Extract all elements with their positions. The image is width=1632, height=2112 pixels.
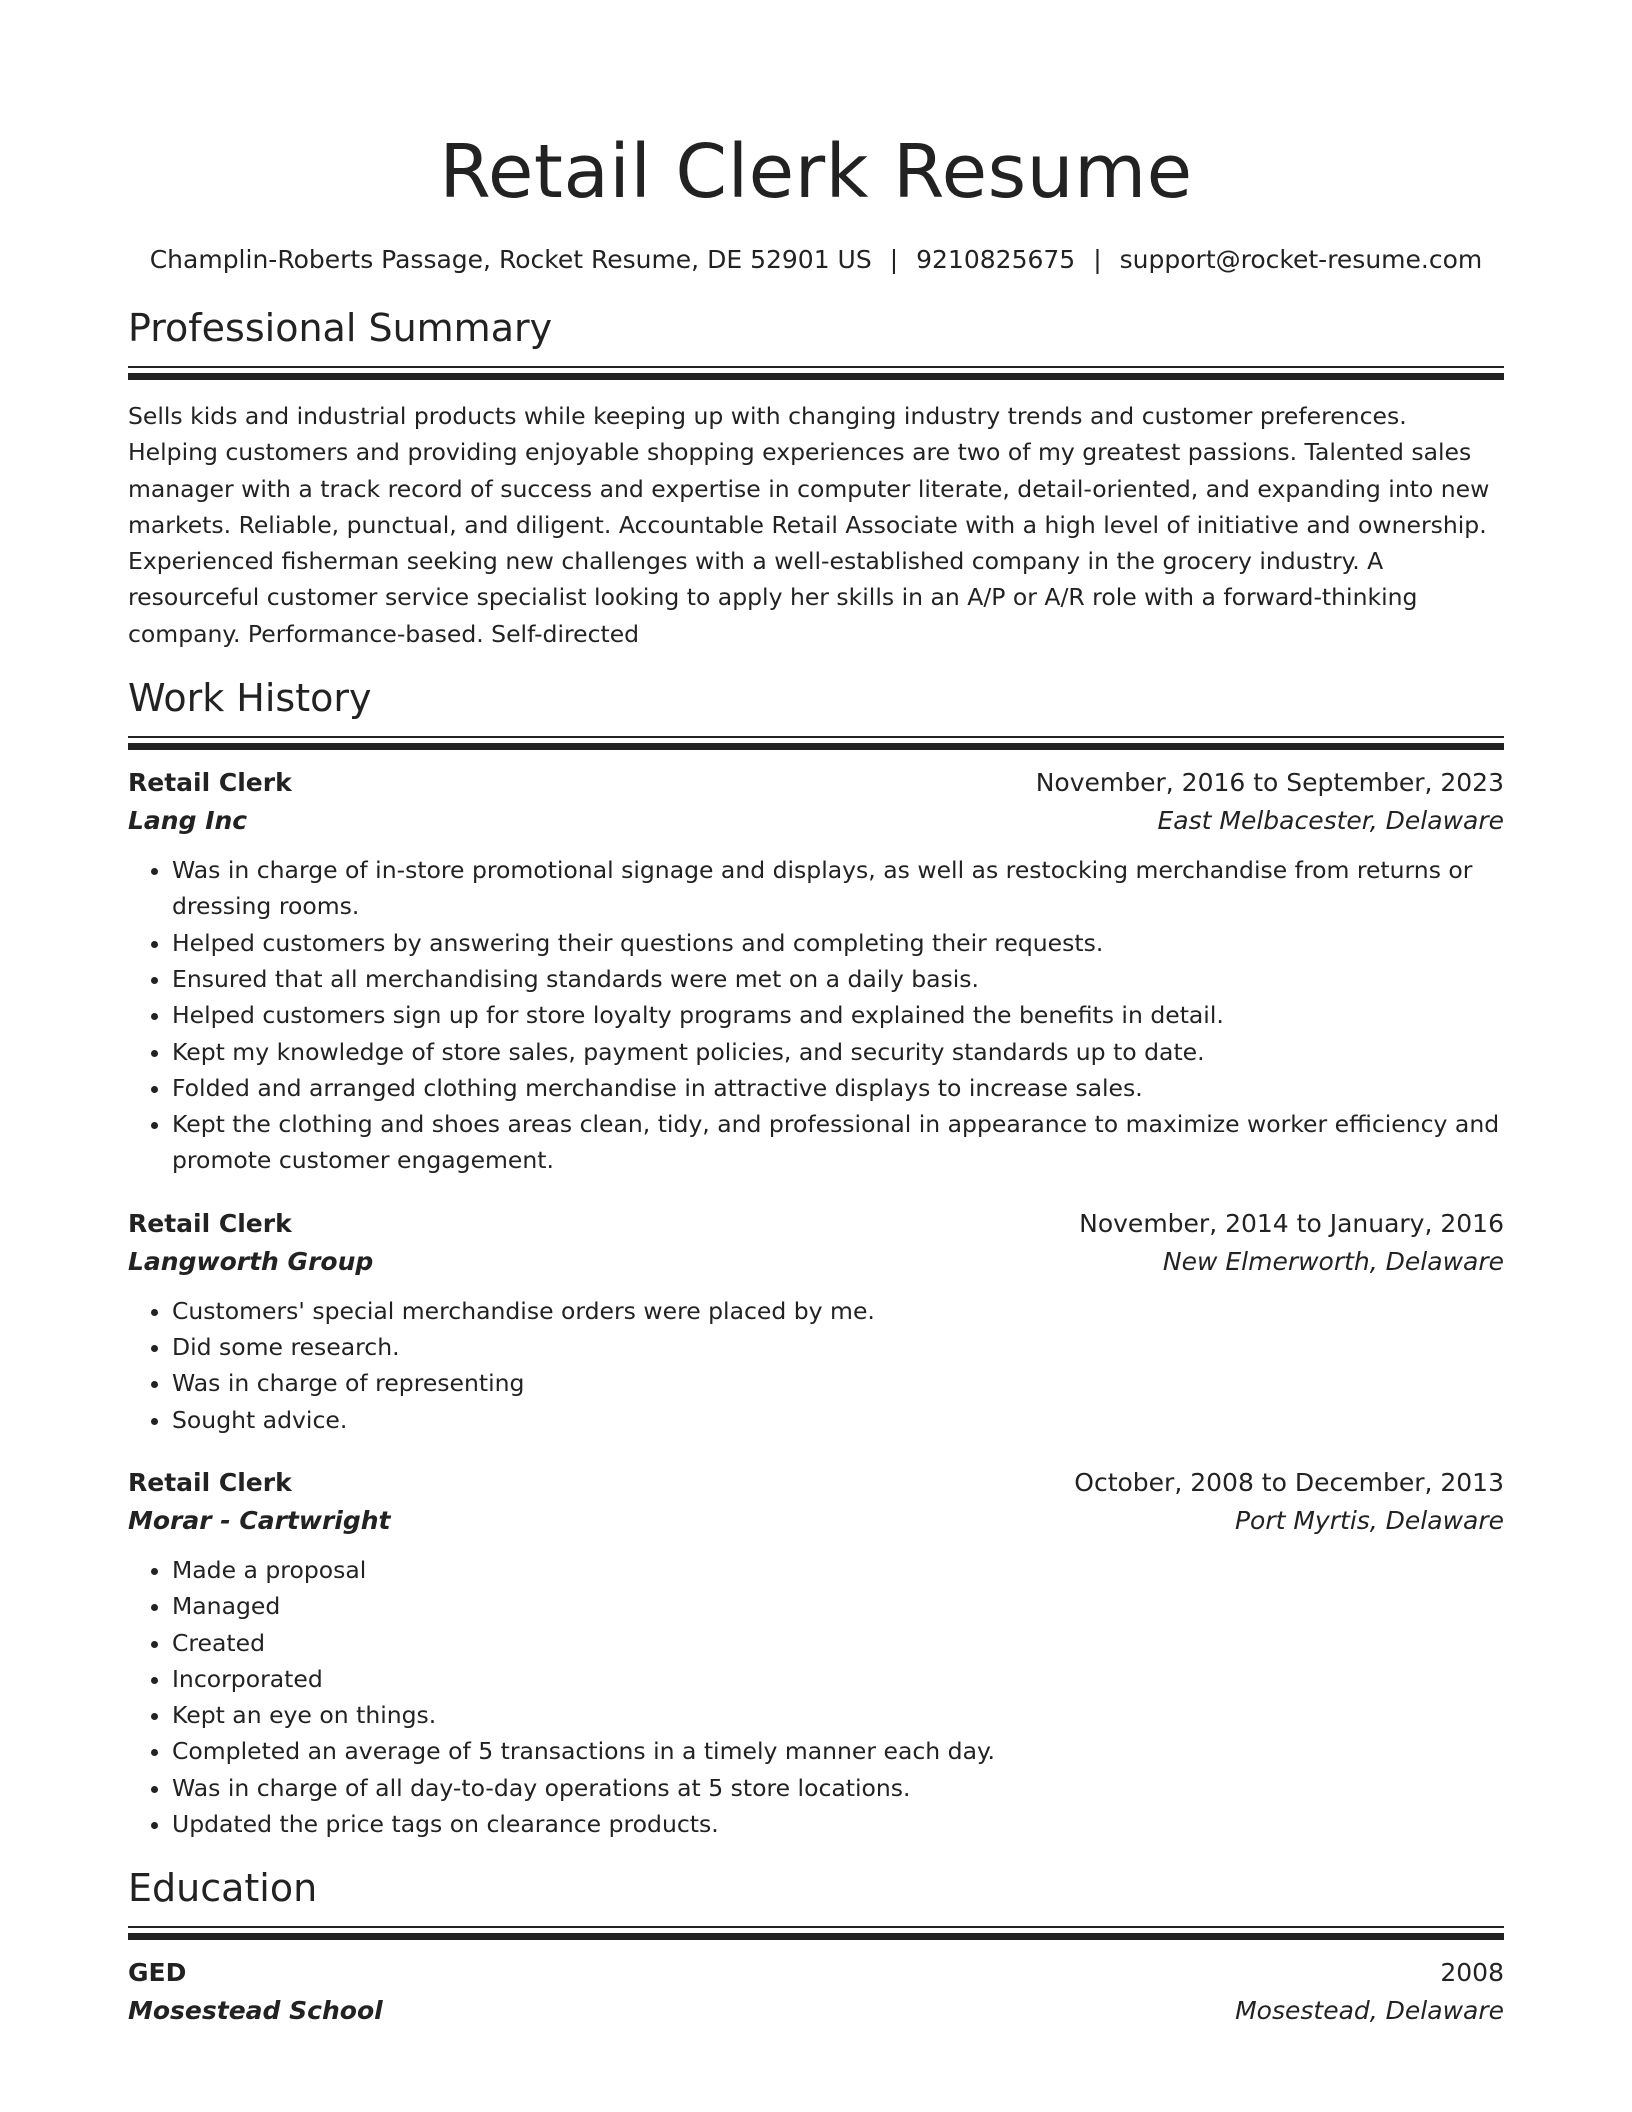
education-entry [128, 1954, 1504, 2030]
section-rule-thick [128, 373, 1504, 380]
section-rule-thick [128, 743, 1504, 750]
contact-separator: | [1093, 245, 1102, 274]
job-bullet: • Helped customers sign up for store loyalty programs and explained the benefits in detail. [172, 997, 1504, 1033]
work-history-section [128, 674, 1504, 1842]
job-dates: November, 2014 to January, 2016 [1079, 1208, 1504, 1238]
job-bullet: • Updated the price tags on clearance products. [172, 1806, 1504, 1842]
job-bullet: • Was in charge of all day-to-day operations at 5 store locations. [172, 1770, 1504, 1806]
contact-phone: 9210825675 [916, 245, 1076, 274]
job-dates: October, 2008 to December, 2013 [1074, 1467, 1504, 1497]
summary-section [128, 304, 1504, 652]
job-bullet: • Customers' special merchandise orders were placed by me. [172, 1293, 1504, 1329]
contact-address: Champlin-Roberts Passage, Rocket Resume, DE 52901 US [149, 245, 872, 274]
job-dates: November, 2016 to September, 2023 [1035, 768, 1504, 798]
job-bullet-list [128, 1293, 1504, 1438]
contact-line [128, 242, 1504, 278]
section-rule-thick [128, 1933, 1504, 1940]
job-bullet-list [128, 852, 1504, 1179]
job-bullet: • Was in charge of in-store promotional signage and displays, as well as restocking merchandise from returns or dressing rooms. [172, 852, 1504, 925]
job-bullet: • Made a proposal [172, 1552, 1504, 1588]
job-bullet: • Was in charge of representing [172, 1365, 1504, 1401]
job-bullet: • Ensured that all merchandising standards were met on a daily basis. [172, 961, 1504, 997]
job-bullet: • Incorporated [172, 1661, 1504, 1697]
job-entry [128, 1205, 1504, 1438]
job-bullet: • Sought advice. [172, 1402, 1504, 1438]
job-bullet: • Created [172, 1625, 1504, 1661]
job-title: Retail Clerk [128, 1208, 292, 1238]
job-entry [128, 764, 1504, 1179]
section-heading-summary: Professional Summary [128, 306, 553, 350]
education-school: Mosestead School [128, 1996, 383, 2026]
job-location: East Melbacester, Delaware [1157, 806, 1504, 836]
contact-separator: | [889, 245, 899, 274]
contact-email[interactable]: support@rocket-resume.com [1119, 245, 1483, 274]
job-bullet: • Kept the clothing and shoes areas clean, tidy, and professional in appearance to maximize worker efficiency and promote customer engagement. [172, 1106, 1504, 1179]
job-bullet: • Managed [172, 1588, 1504, 1624]
section-heading-work-history: Work History [128, 676, 372, 721]
job-location: Port Myrtis, Delaware [1234, 1505, 1504, 1535]
job-bullet: • Folded and arranged clothing merchandise in attractive displays to increase sales. [172, 1070, 1504, 1106]
job-title: Retail Clerk [128, 768, 292, 798]
job-bullet: • Did some research. [172, 1329, 1504, 1365]
education-location: Mosestead, Delaware [1235, 1996, 1504, 2026]
job-bullet: • Kept an eye on things. [172, 1697, 1504, 1733]
education-degree: GED [128, 1958, 187, 1988]
job-bullet-list [128, 1552, 1504, 1842]
job-company: Morar - Cartwright [128, 1505, 391, 1535]
job-bullet: • Kept my knowledge of store sales, payment policies, and security standards up to date. [172, 1034, 1504, 1070]
job-location: New Elmerworth, Delaware [1162, 1246, 1504, 1276]
education-section [128, 1864, 1504, 2030]
resume-page [128, 0, 1504, 2030]
section-rule [128, 1926, 1504, 1928]
section-rule [128, 366, 1504, 368]
section-rule [128, 736, 1504, 738]
job-entry [128, 1464, 1504, 1842]
section-heading-education: Education [128, 1866, 318, 1911]
job-title: Retail Clerk [128, 1467, 292, 1497]
job-company: Langworth Group [128, 1246, 374, 1276]
education-year: 2008 [1440, 1958, 1504, 1988]
job-bullet: • Helped customers by answering their questions and completing their requests. [172, 925, 1504, 961]
job-company: Lang Inc [128, 806, 248, 836]
summary-text: Sells kids and industrial products while keeping up with changing industry trends and customer preferences. Helping customers and providing enjoyable shopping experiences are two of my greatest passions. Talented sales manager with a track record of success and expertise in computer literate, detail-oriented, and expanding into new markets. Reliable, punctual, and diligent. Accountable Retail Associate with a high level of initiative and ownership. Experienced fisherman seeking new challenges with a well-established company in the grocery industry. A resourceful customer service specialist looking to apply her skills in an A/P or A/R role with a forward-thinking company. Performance-based. Self-directed [128, 402, 1490, 648]
resume-title: Retail Clerk Resume [439, 129, 1193, 215]
job-bullet: • Completed an average of 5 transactions in a timely manner each day. [172, 1733, 1504, 1769]
